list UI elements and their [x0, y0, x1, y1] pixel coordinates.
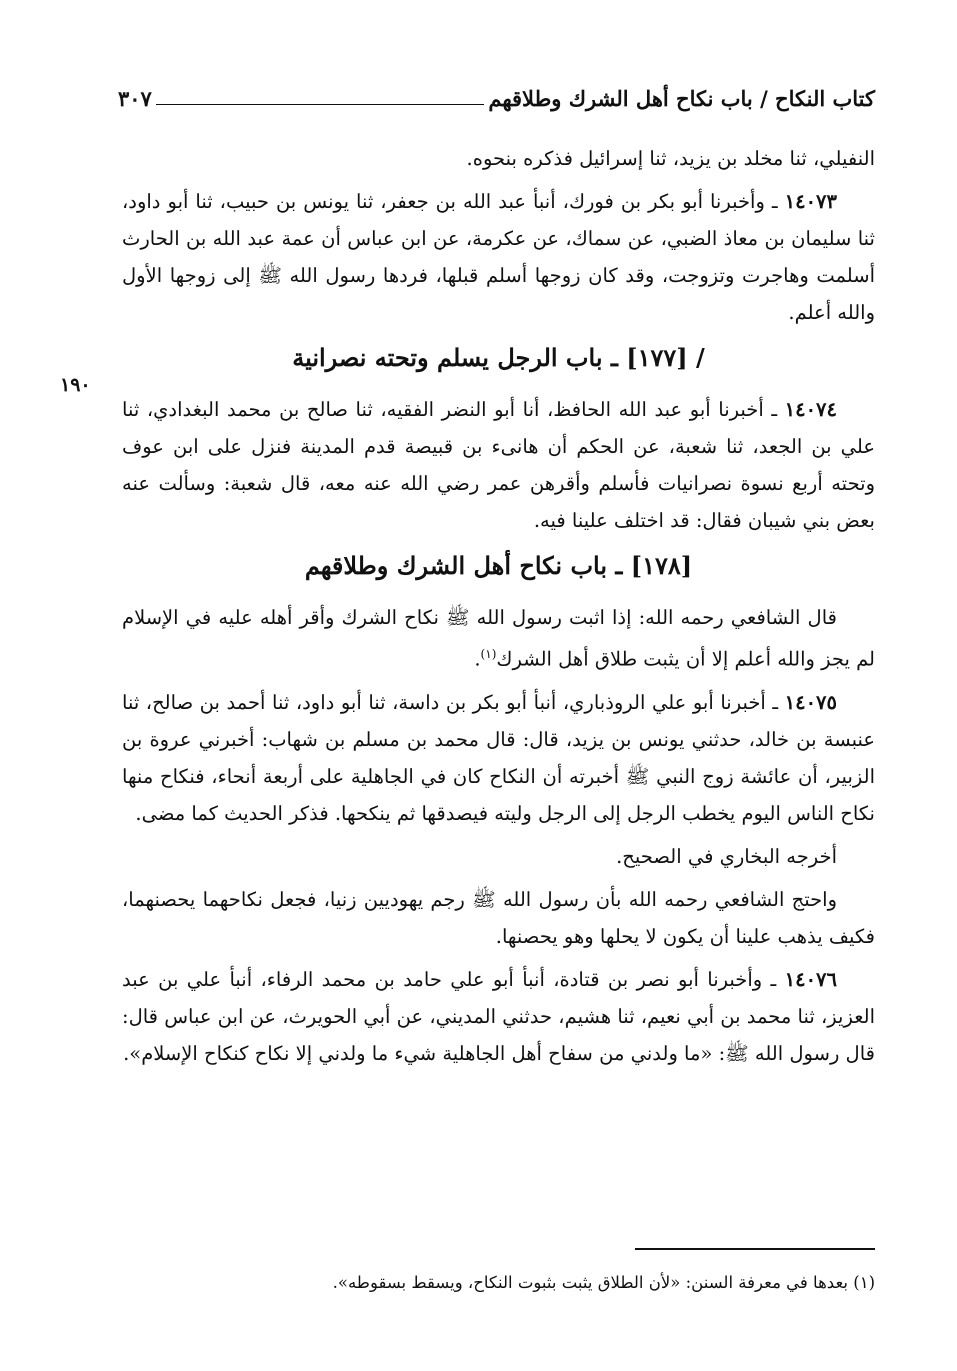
hadith-number: ١٤٠٧٣ — [784, 190, 837, 213]
paragraph-end: . — [474, 647, 481, 671]
paragraph-text: أخرجه البخاري في الصحيح. — [616, 844, 837, 868]
shafii-statement — [122, 599, 875, 678]
hadith-14073 — [122, 183, 875, 331]
running-header-rule — [156, 104, 485, 105]
running-header — [118, 80, 875, 116]
hadith-number: ١٤٠٧٥ — [784, 690, 837, 714]
hadith-14074 — [122, 391, 875, 539]
bukhari-note — [122, 838, 875, 875]
running-header-title: كتاب النكاح / باب نكاح أهل الشرك وطلاقهم — [488, 85, 875, 111]
hadith-number: ١٤٠٧٦ — [784, 967, 837, 991]
paragraph-1 — [122, 140, 875, 177]
hadith-14075 — [122, 684, 875, 832]
chapter-heading-177: / [١٧٧] ـ باب الرجل يسلم وتحته نصرانية — [292, 343, 705, 372]
page-number: ٣٠٧ — [118, 85, 152, 111]
paragraph-text: قال الشافعي رحمه الله: إذا اثبت رسول الله ﷺ نكاح الشرك وأقر أهله عليه في الإسلام لم يجز والله أعلم إلا أن يثبت طلاق أهل الشرك — [122, 606, 875, 671]
margin-page-reference: ١٩٠ — [60, 374, 91, 396]
hadith-text: ـ وأخبرنا أبو نصر بن قتادة، أنبأ أبو علي حامد بن محمد الرفاء، أنبأ علي بن عبد العزيز، ثنا محمد بن أبي نعيم، ثنا هشيم، حدثني المديني، عن أبي الحويرث، عن ابن عباس قال: قال رسول الله ﷺ: «ما ولدني من سفاح أهل الجاهلية شيء ما ولدني إلا نكاح كنكاح الإسلام». — [122, 967, 875, 1065]
paragraph-text: واحتج الشافعي رحمه الله بأن رسول الله ﷺ رجم يهوديين زنيا، فجعل نكاحهما يحصنهما، فكيف يذهب علينا أن يكون لا يحلها وهو يحصنها. — [122, 887, 875, 948]
hadith-text: ـ أخبرنا أبو علي الروذباري، أنبأ أبو بكر بن داسة، ثنا أبو داود، ثنا أحمد بن صالح، ثنا عنبسة بن خالد، حدثني يونس بن يزيد، قال: قال محمد بن مسلم بن شهاب: أخبرني عروة بن الزبير، أن عائشة زوج النبي ﷺ أخبرته أن النكاح كان في الجاهلية على أربعة أنحاء، فنكاح منها نكاح الناس اليوم يخطب الرجل إلى الرجل وليته فيصدقها ثم ينكحها. فذكر الحديث كما مضى. — [122, 690, 875, 825]
hadith-14076 — [122, 961, 875, 1072]
paragraph-text: النفيلي، ثنا مخلد بن يزيد، ثنا إسرائيل فذكره بنحوه. — [466, 147, 875, 170]
chapter-heading-178: [١٧٨] ـ باب نكاح أهل الشرك وطلاقهم — [304, 551, 693, 580]
footnote: (١) بعدها في معرفة السنن: «لأن الطلاق يثبت بثبوت النكاح، ويسقط بسقوطه». — [332, 1273, 875, 1292]
footnote-separator — [635, 1248, 875, 1250]
shafii-argument — [122, 881, 875, 955]
hadith-text: ـ أخبرنا أبو عبد الله الحافظ، أنا أبو النضر الفقيه، ثنا صالح بن محمد البغدادي، ثنا علي بن الجعد، ثنا شعبة، عن الحكم أن هانىء بن قبيصة قدم المدينة فنزل على ابن عوف وتحته أربع نسوة نصرانيات فأسلم وأقرهن عمر رضي الله عنه معه، قال شعبة: وسألت عنه بعض بني شيبان فقال: قد اختلف علينا فيه. — [122, 398, 875, 532]
hadith-text: ـ وأخبرنا أبو بكر بن فورك، أنبأ عبد الله بن جعفر، ثنا يونس بن حبيب، ثنا أبو داود، ثنا سليمان بن معاذ الضبي، عن سماك، عن عكرمة، عن ابن عباس أن عمة عبد الله بن الحارث أسلمت وهاجرت وتزوجت، وقد كان زوجها أسلم قبلها، فردها رسول الله ﷺ إلى زوجها الأول والله أعلم. — [122, 190, 875, 324]
footnote-marker: (١) — [480, 647, 497, 661]
hadith-number: ١٤٠٧٤ — [784, 398, 837, 421]
main-text — [122, 140, 875, 1078]
